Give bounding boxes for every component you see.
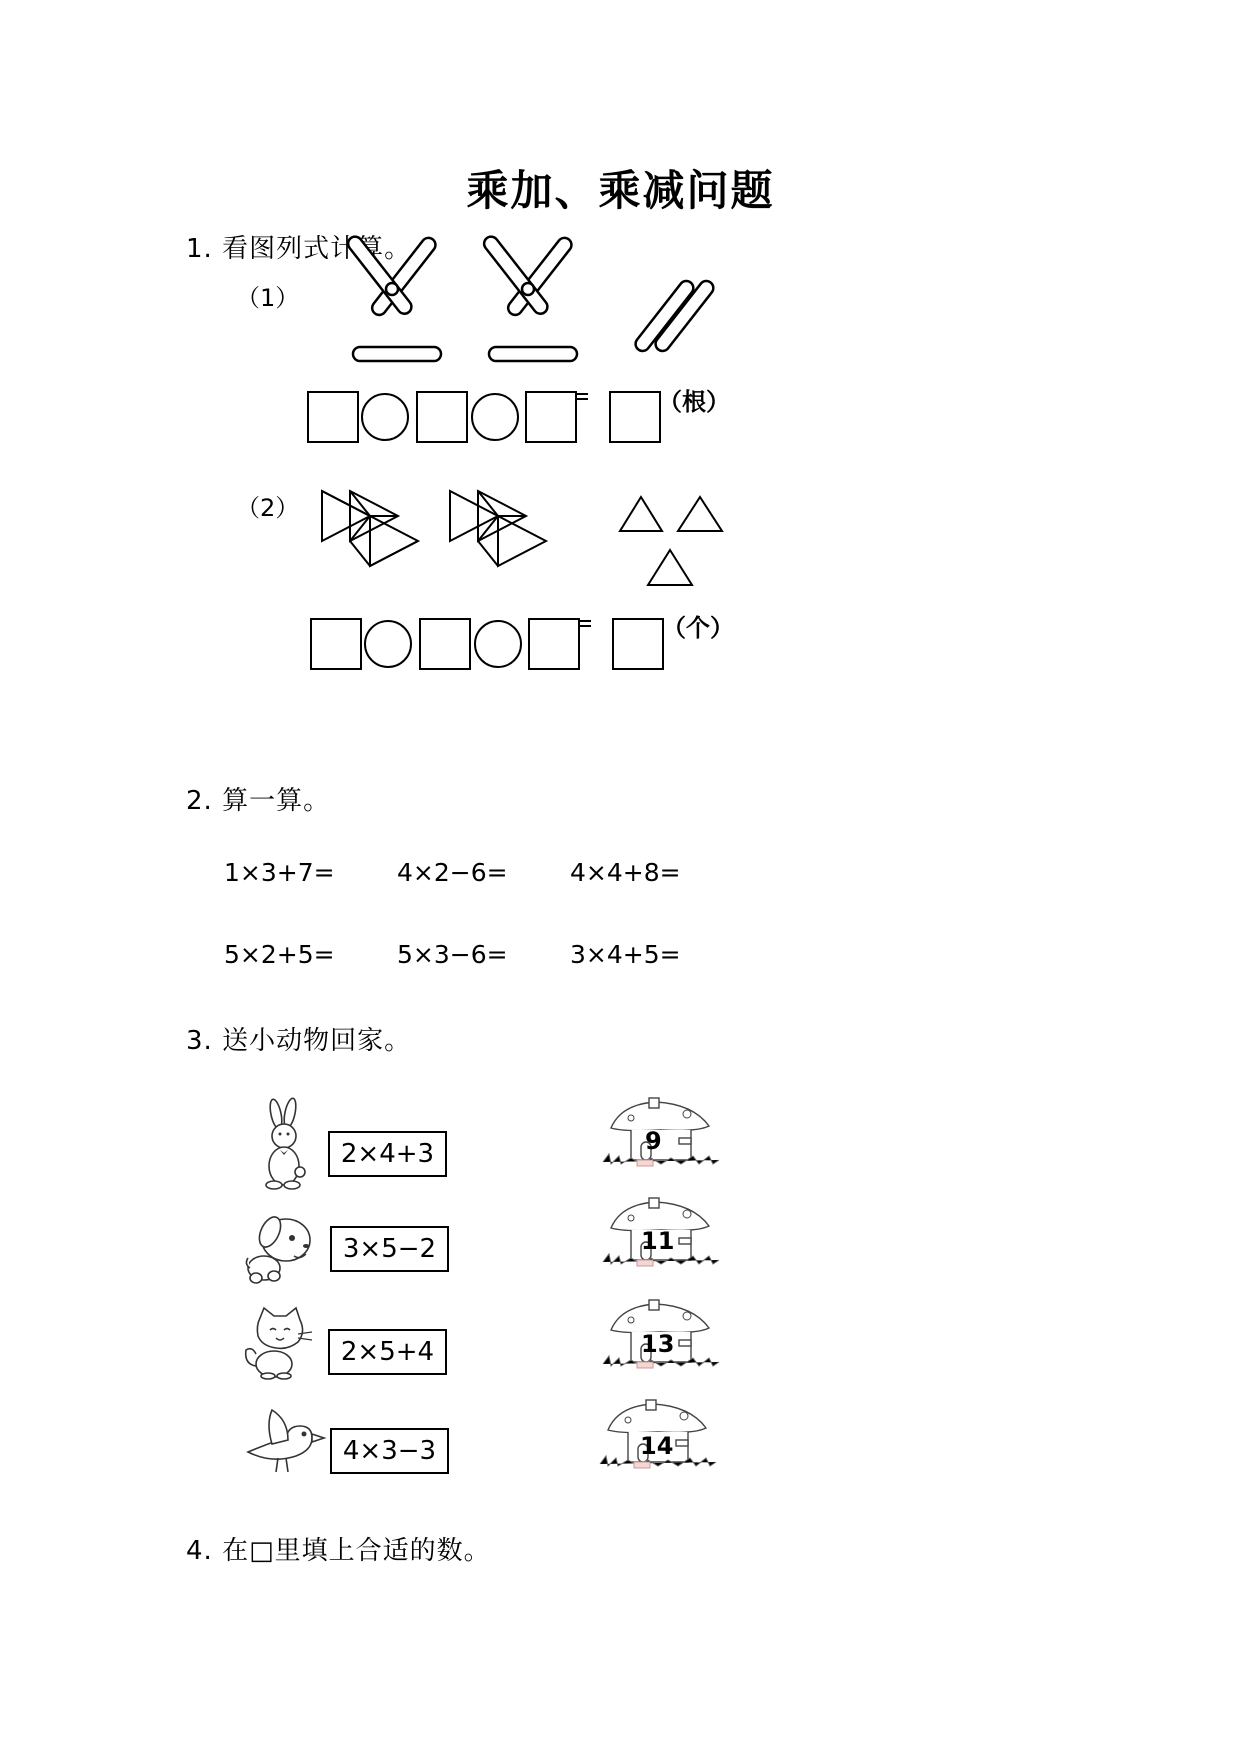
bird-icon [242,1408,328,1478]
house-number[interactable]: 14 [640,1432,674,1460]
answer-box [420,619,470,669]
equation: 1×3+7= [224,858,335,887]
expression-card-rabbit[interactable]: 2×4+3 [328,1131,447,1177]
page-title: 乘加、乘减问题 [466,166,775,215]
answer-box [526,392,576,442]
equation: 3×4+5= [570,940,681,969]
stick-triangle-2 [481,275,581,370]
q1-part2-answer-row [308,617,668,673]
question-2-label: 2. 算一算。 [186,786,331,816]
house-number[interactable]: 13 [641,1330,675,1358]
triangle-figure-1 [320,487,430,577]
q1-part1-label: （1） [236,284,300,312]
operator-circle [365,621,411,667]
answer-box [311,619,361,669]
house-number[interactable]: 11 [641,1227,675,1255]
three-triangles [620,495,732,595]
operator-circle [362,394,408,440]
expression-card-puppy[interactable]: 3×5−2 [330,1226,449,1272]
triangle-figure-2 [448,487,558,577]
equation: 5×3−6= [397,940,508,969]
stick-triangle-1 [345,275,445,370]
answer-box [610,392,660,442]
question-1-label: 1. 看图列式计算。 [186,234,412,264]
answer-box [308,392,358,442]
house-number[interactable]: 9 [645,1127,662,1155]
answer-box [417,392,467,442]
puppy-icon [244,1212,324,1286]
q1-part2-unit: （个） [662,613,734,642]
operator-circle [475,621,521,667]
question-3-label: 3. 送小动物回家。 [186,1026,412,1056]
equation: 4×4+8= [570,858,681,887]
kitten-icon [242,1306,320,1380]
equation: 5×2+5= [224,940,335,969]
operator-circle [472,394,518,440]
answer-box [529,619,579,669]
expression-card-kitten[interactable]: 2×5+4 [328,1329,447,1375]
q1-part2-label: （2） [236,494,300,522]
two-sticks [630,280,710,360]
answer-box [613,619,663,669]
expression-card-bird[interactable]: 4×3−3 [330,1428,449,1474]
q1-part1-answer-row [305,390,665,446]
equation: 4×2−6= [397,858,508,887]
q1-part1-unit: （根） [658,387,730,416]
rabbit-icon [258,1098,318,1190]
question-4-label: 4. 在□里填上合适的数。 [186,1536,491,1566]
